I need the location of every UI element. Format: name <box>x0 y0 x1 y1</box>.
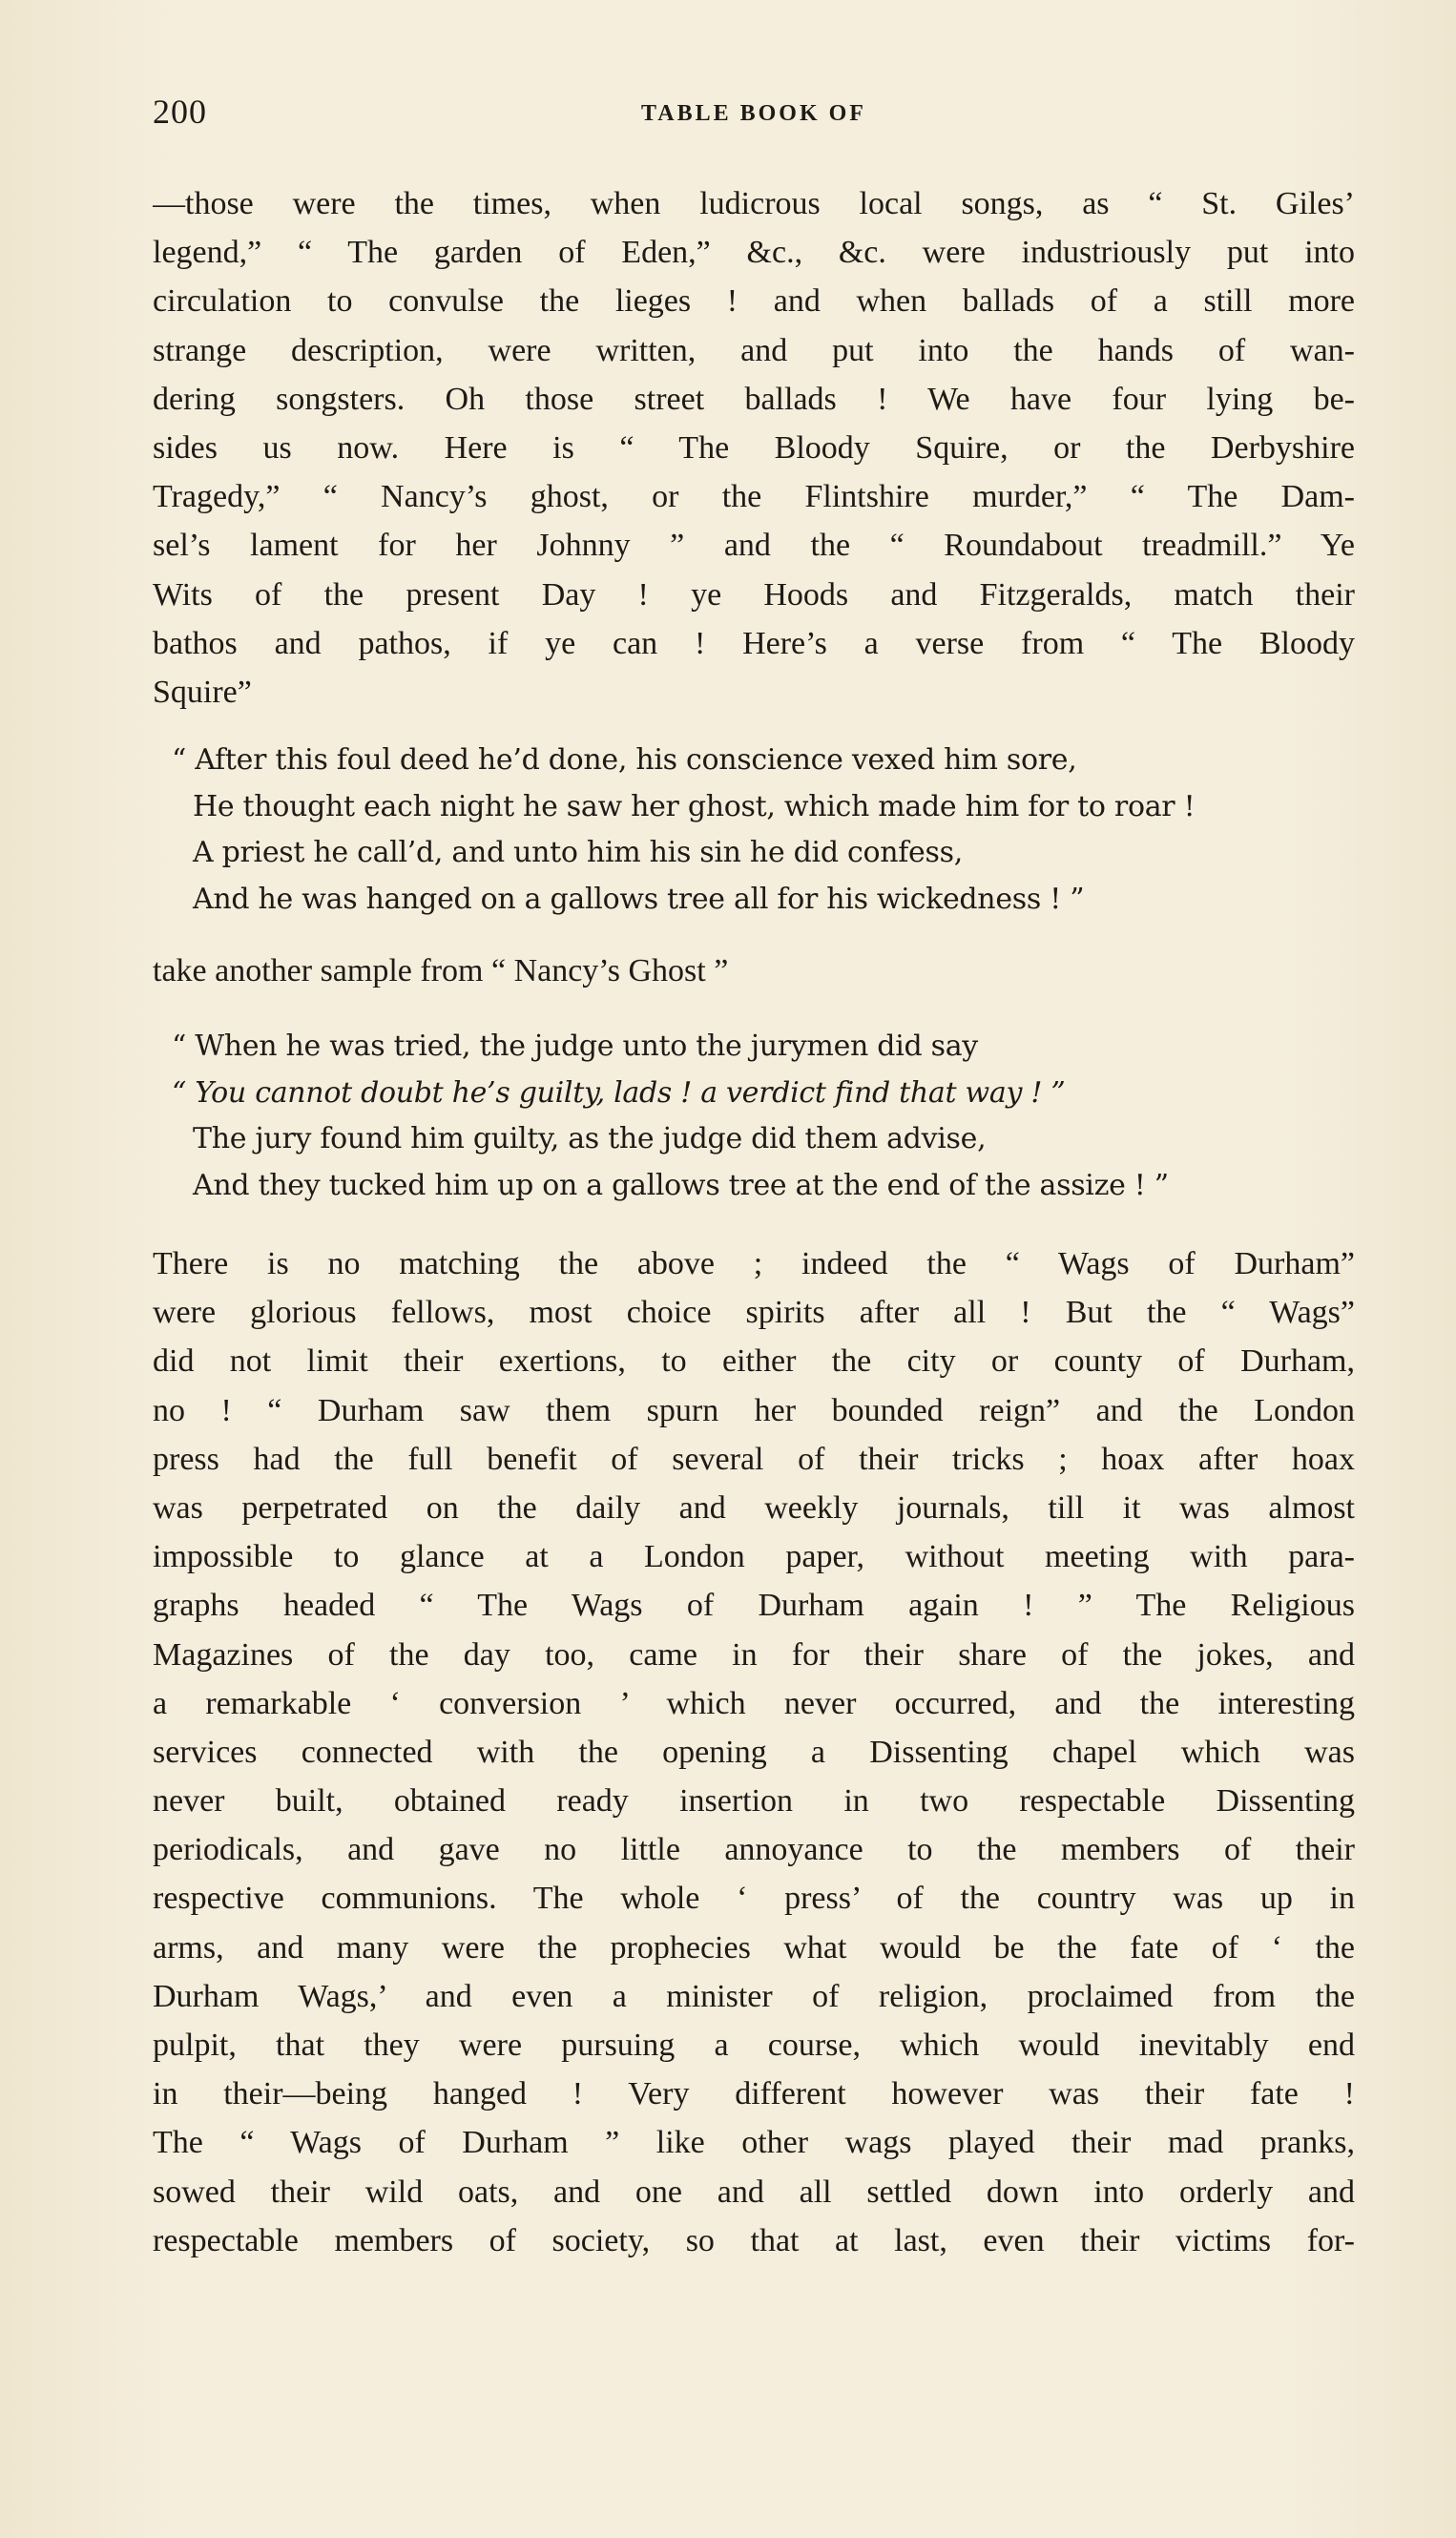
text-line: in their—being hanged ! Very different however was their fate ! <box>153 2076 1355 2112</box>
text-line: Durham Wags,’ and even a minister of religion, proclaimed from the <box>153 1978 1355 2014</box>
text-line: Squire” <box>153 674 252 710</box>
text-line: Wits of the present Day ! ye Hoods and Fitzgeralds, match their <box>153 576 1355 613</box>
verse-bloody-squire <box>172 738 1317 923</box>
paragraph-1 <box>153 179 1355 717</box>
transition-line <box>153 947 1355 995</box>
verse-line: He thought each night he saw her ghost, which made him for to roar ! <box>193 789 1196 823</box>
text-line: respectable members of society, so that at last, even their victims for- <box>153 2222 1355 2258</box>
text-line: sides us now. Here is “ The Bloody Squire, or the Derbyshire <box>153 429 1355 466</box>
verse-line: And he was hanged on a gallows tree all for his wickedness ! ” <box>193 882 1085 916</box>
page-number: 200 <box>153 93 207 131</box>
verse-nancys-ghost <box>172 1024 1317 1209</box>
text-line: arms, and many were the prophecies what would be the fate of ‘ the <box>153 1929 1355 1966</box>
page-header <box>153 92 1355 139</box>
text-line: did not limit their exertions, to either the city or county of Durham, <box>153 1343 1355 1380</box>
paragraph-2 <box>153 1239 1355 2265</box>
verse-line: The jury found him guilty, as the judge did them advise, <box>193 1122 987 1155</box>
verse-line: “ After this foul deed he’d done, his conscience vexed him sore, <box>172 743 1077 777</box>
text-line: bathos and pathos, if ye can ! Here’s a verse from “ The Bloody <box>153 625 1355 661</box>
running-title: TABLE BOOK OF <box>641 101 866 126</box>
text-line: sel’s lament for her Johnny ” and the “ Roundabout treadmill.” Ye <box>153 528 1355 564</box>
text-line: —those were the times, when ludicrous local songs, as “ St. Giles’ <box>153 186 1355 221</box>
text-line: The “ Wags of Durham ” like other wags played their mad pranks, <box>153 2125 1355 2161</box>
text-line: graphs headed “ The Wags of Durham again ! ” The Religious <box>153 1588 1355 1624</box>
verse-line: “ You cannot doubt he’s guilty, lads ! a verdict find that way ! ” <box>172 1075 1066 1110</box>
text-line: strange description, were written, and put into the hands of wan- <box>153 332 1355 368</box>
verse-line: And they tucked him up on a gallows tree at the end of the assize ! ” <box>193 1168 1169 1202</box>
text-line: was perpetrated on the daily and weekly journals, till it was almost <box>153 1489 1355 1526</box>
text-line: circulation to convulse the lieges ! and when ballads of a still more <box>153 283 1355 320</box>
text-line: services connected with the opening a Dissenting chapel which was <box>153 1734 1355 1770</box>
text-line: periodicals, and gave no little annoyance to the members of their <box>153 1832 1355 1868</box>
text-line: pulpit, that they were pursuing a course, which would inevitably end <box>153 2028 1355 2063</box>
text-line: respective communions. The whole ‘ press’ of the country was up in <box>153 1881 1355 1917</box>
text-line: never built, obtained ready insertion in two respectable Dissenting <box>153 1783 1355 1820</box>
text-line: were glorious fellows, most choice spirits after all ! But the “ Wags” <box>153 1295 1355 1331</box>
verse-line: A priest he call’d, and unto him his sin he did confess, <box>193 836 963 869</box>
text-line: Tragedy,” “ Nancy’s ghost, or the Flintshire murder,” “ The Dam- <box>153 479 1355 515</box>
text-line: impossible to glance at a London paper, without meeting with para- <box>153 1539 1355 1575</box>
text-line: sowed their wild oats, and one and all settled down into orderly and <box>153 2174 1355 2210</box>
text-line: take another sample from “ Nancy’s Ghost ” <box>153 953 729 988</box>
text-line: There is no matching the above ; indeed the “ Wags of Durham” <box>153 1246 1355 1281</box>
text-line: legend,” “ The garden of Eden,” &c., &c. were industriously put into <box>153 235 1355 271</box>
text-line: no ! “ Durham saw them spurn her bounded reign” and the London <box>153 1392 1355 1428</box>
text-line: press had the full benefit of several of their tricks ; hoax after hoax <box>153 1441 1355 1477</box>
verse-line: “ When he was tried, the judge unto the jurymen did say <box>172 1030 978 1063</box>
text-line: dering songsters. Oh those street ballads ! We have four lying be- <box>153 381 1355 417</box>
text-line: Magazines of the day too, came in for their share of the jokes, and <box>153 1636 1355 1673</box>
text-line: a remarkable ‘ conversion ’ which never occurred, and the interesting <box>153 1685 1355 1721</box>
